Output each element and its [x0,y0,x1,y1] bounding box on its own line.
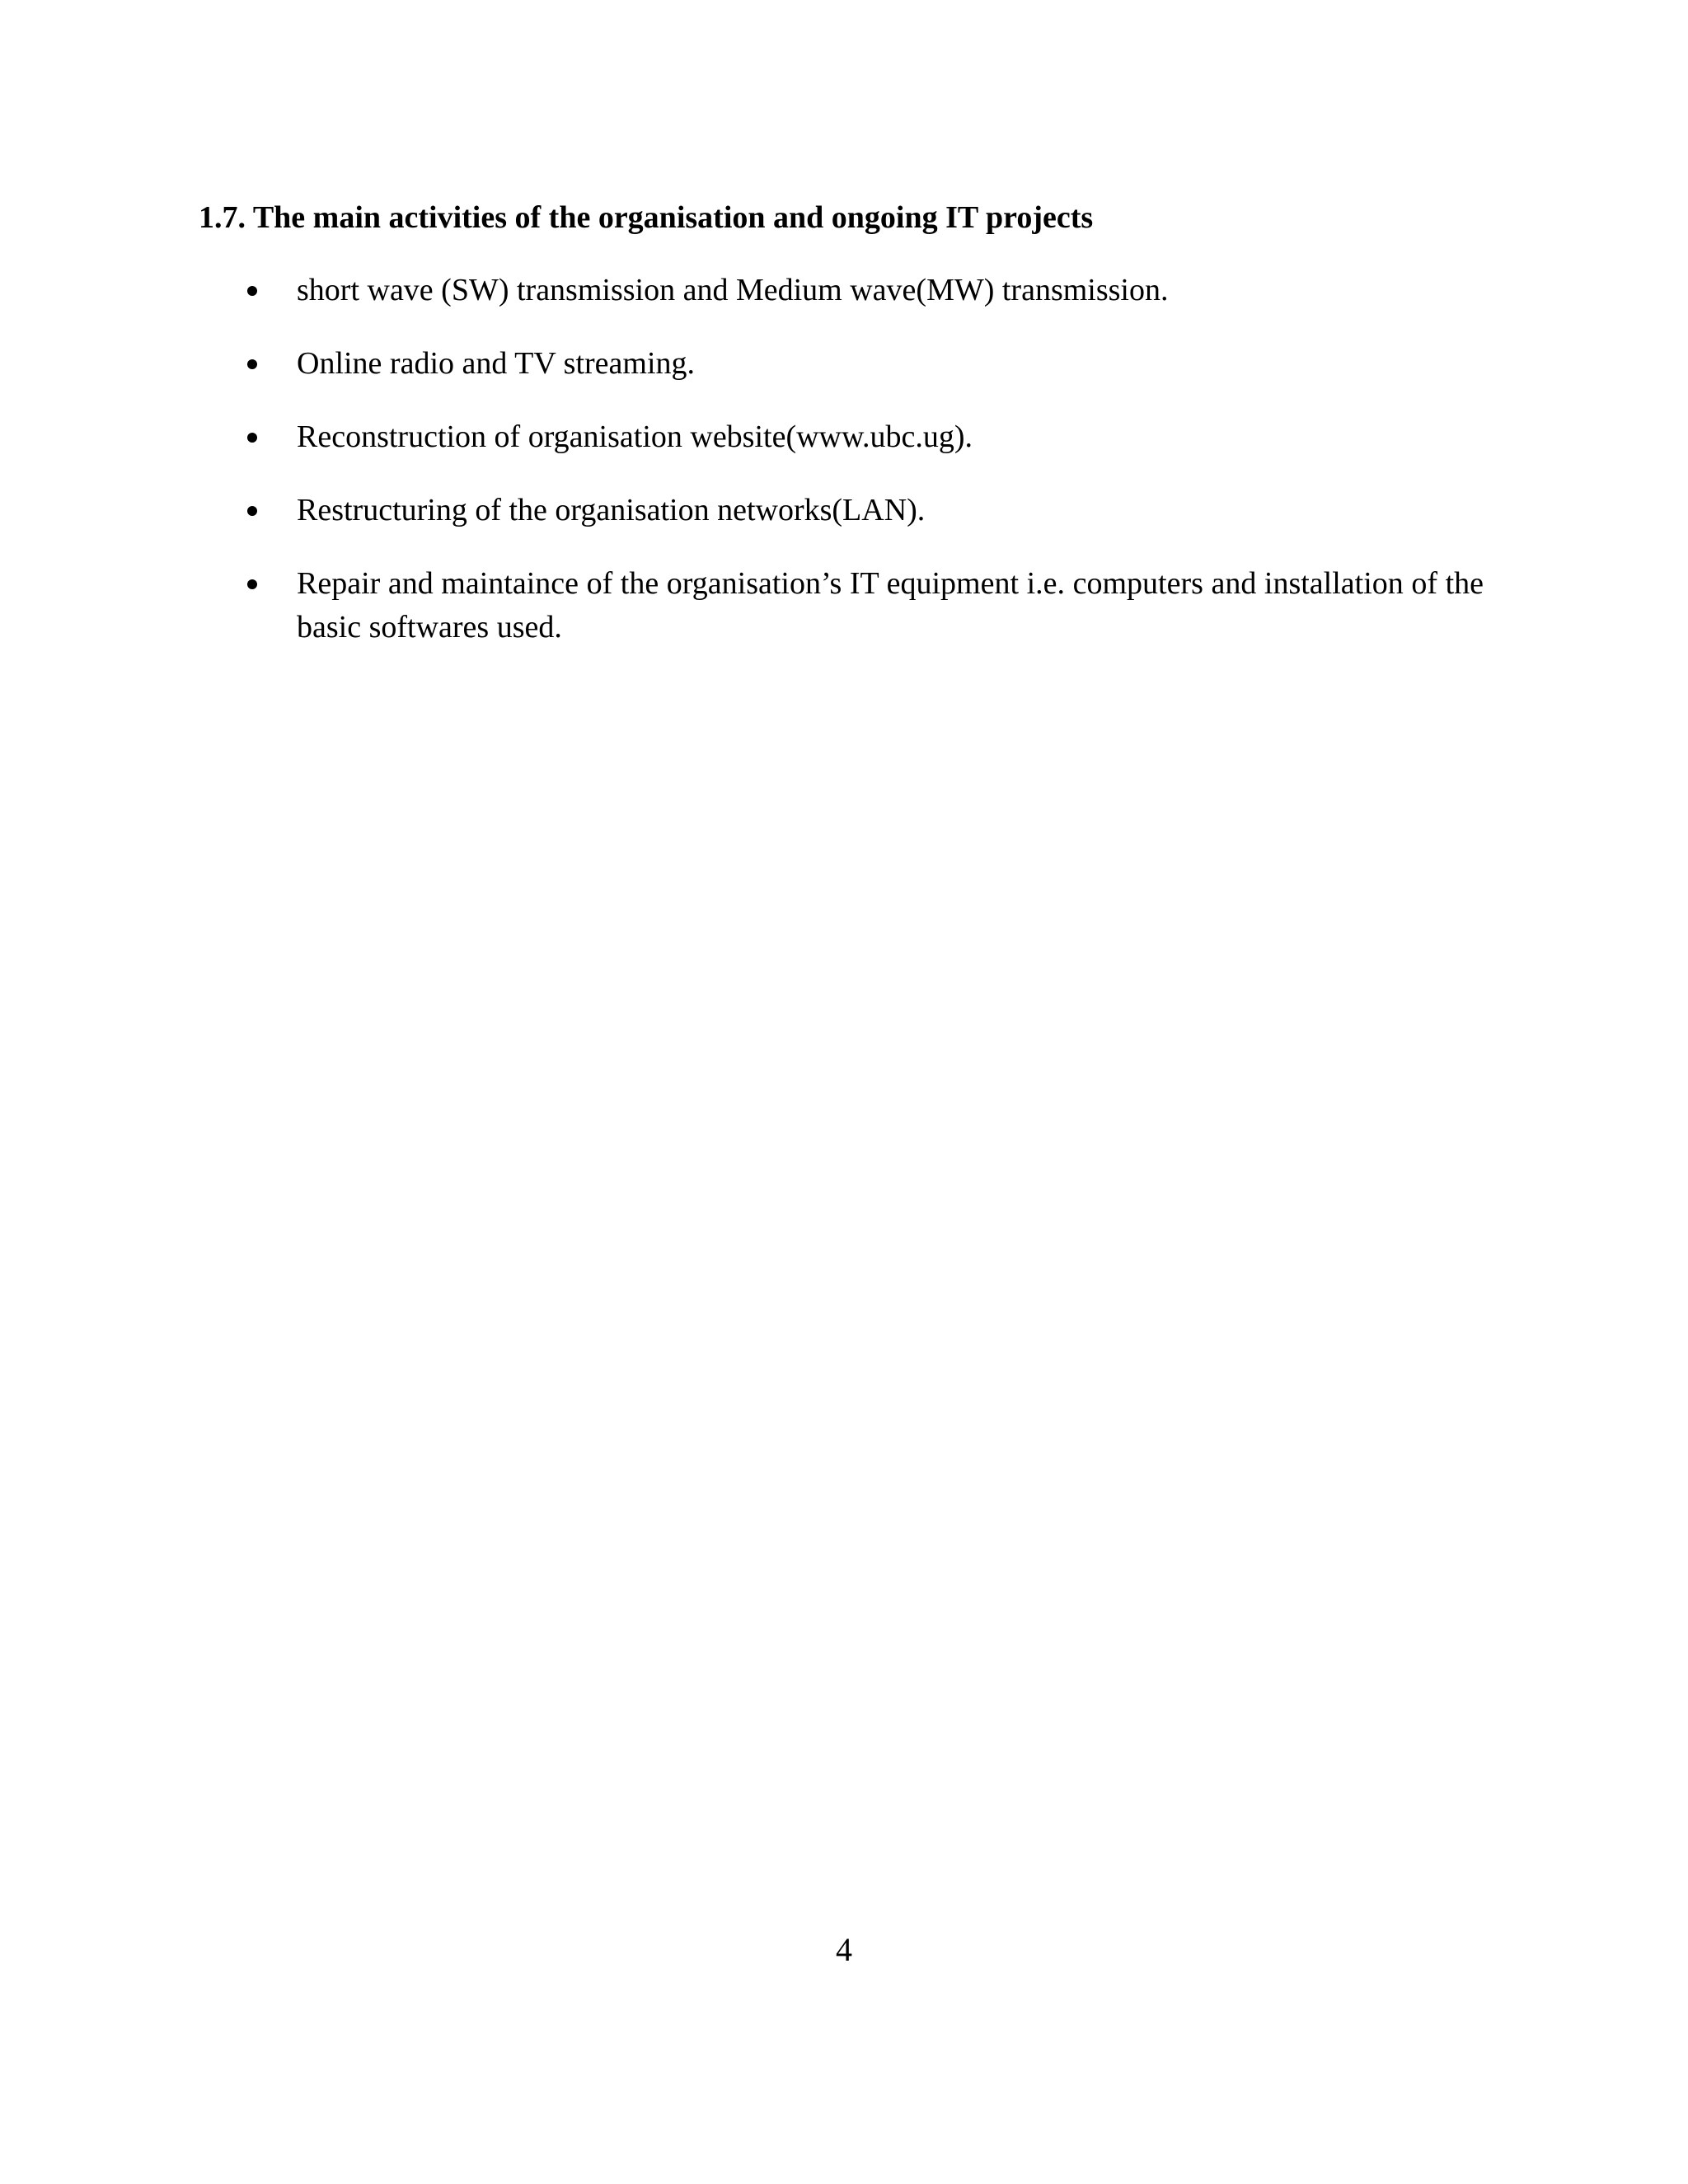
list-item-text: Repair and maintaince of the organisation’s IT equipment i.e. computers and installation of the basic softwares used. [297,566,1484,644]
activities-list [247,269,1484,679]
list-item-text: short wave (SW) transmission and Medium wave(MW) transmission. [297,273,1169,307]
list-item [247,415,1484,459]
bullet-icon [247,433,257,443]
list-item [247,562,1484,649]
list-item [247,269,1484,312]
list-item [247,489,1484,532]
list-item [247,342,1484,386]
list-item-text: Online radio and TV streaming. [297,346,695,381]
list-item-text: Restructuring of the organisation networks(LAN). [297,493,926,527]
bullet-icon [247,506,257,516]
list-item-text: Reconstruction of organisation website(www.ubc.ug). [297,419,973,454]
page-number: 4 [836,1931,852,1968]
bullet-icon [247,359,257,369]
section-heading: 1.7. The main activities of the organisation and ongoing IT projects [199,200,1094,235]
bullet-icon [247,286,257,296]
bullet-icon [247,579,257,589]
